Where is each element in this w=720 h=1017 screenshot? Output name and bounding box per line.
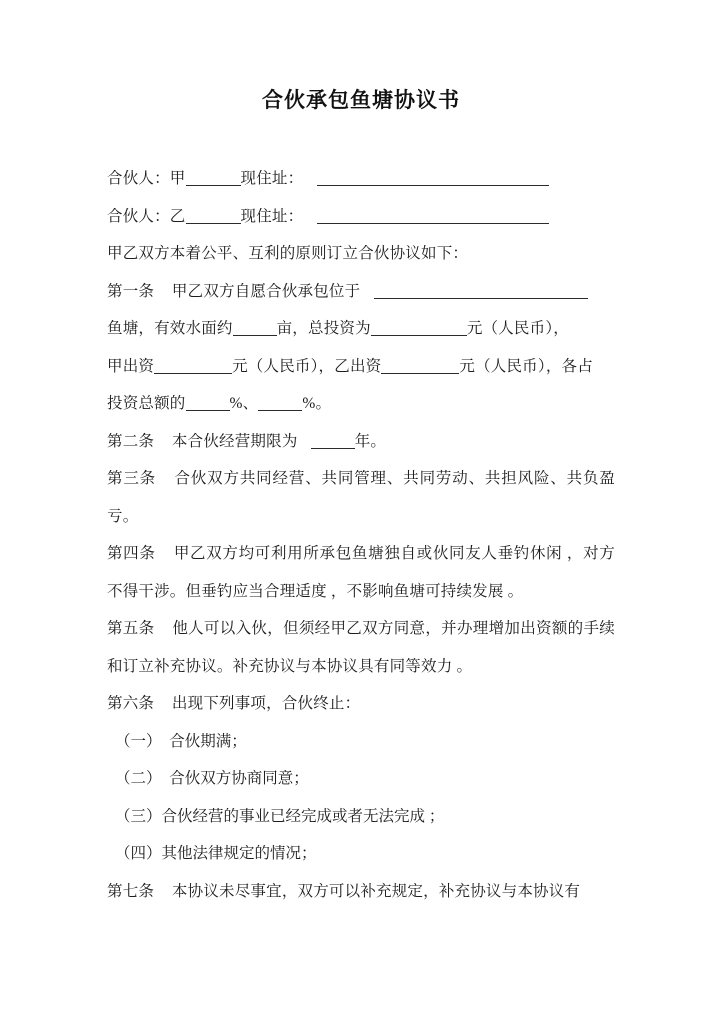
list-item: （一） 合伙期满； bbox=[115, 732, 247, 750]
article-2-text-1: 本合伙经营期限为 bbox=[171, 432, 298, 450]
article-1-line-1 bbox=[107, 273, 615, 311]
page-title: 合伙承包鱼塘协议书 bbox=[262, 88, 460, 112]
list-item: （四）其他法律规定的情况； bbox=[115, 845, 317, 863]
yi-share-percent-blank[interactable] bbox=[258, 395, 302, 411]
jia-contribution-blank[interactable] bbox=[154, 358, 232, 374]
article-7-number: 第七条 bbox=[107, 882, 155, 900]
party-line-jia bbox=[107, 160, 615, 198]
article-1-line-2 bbox=[107, 310, 615, 348]
article-7-text: 本协议未尽事宜，双方可以补充规定，补充协议与本协议有 bbox=[171, 882, 581, 900]
article-3-text: 合伙双方共同经营、共同管理、共同劳动、共担风险、共负盈亏。 bbox=[107, 470, 616, 525]
party-yi-name-blank[interactable] bbox=[186, 208, 241, 224]
party-yi-address-label: 现住址： bbox=[240, 207, 304, 225]
article-2 bbox=[107, 423, 615, 461]
article-1-text-2: 鱼塘，有效水面约 bbox=[107, 320, 233, 338]
article-1-line-4 bbox=[107, 385, 615, 423]
article-6 bbox=[107, 685, 615, 723]
article-1-text-7: 元（人民币），各占 bbox=[459, 357, 593, 375]
article-4 bbox=[107, 535, 615, 610]
article-1-text-5: 甲出资 bbox=[107, 357, 155, 375]
pond-location-blank[interactable] bbox=[374, 283, 588, 299]
preamble: 甲乙双方本着公平、互利的原则订立合伙协议如下： bbox=[107, 245, 469, 263]
article-4-number: 第四条 bbox=[107, 545, 156, 563]
title-spacer bbox=[107, 112, 615, 160]
total-investment-blank[interactable] bbox=[371, 320, 467, 336]
article-3 bbox=[107, 460, 615, 535]
article-1-text-1: 甲乙双方自愿合伙承包位于 bbox=[171, 282, 361, 300]
article-3-number: 第三条 bbox=[107, 470, 157, 488]
party-jia-name-blank[interactable] bbox=[186, 170, 241, 186]
party-line-yi bbox=[107, 198, 615, 236]
article-1-text-4: 元（人民币）， bbox=[466, 320, 569, 338]
article-2-number: 第二条 bbox=[107, 432, 155, 450]
article-1-line-3 bbox=[107, 348, 615, 386]
party-jia-address-blank[interactable] bbox=[317, 170, 549, 186]
article-1-text-8: 投资总额的 bbox=[107, 395, 186, 413]
article-5 bbox=[107, 610, 615, 685]
article-4-text: 甲乙双方均可利用所承包鱼塘独自或伙同友人垂钓休闲 ，对方不得干涉。但垂钓应当合理适度 ，不影响鱼塘可持续发展 。 bbox=[107, 545, 615, 600]
article-1-text-9: %、 bbox=[229, 395, 259, 413]
water-area-blank[interactable] bbox=[233, 320, 277, 336]
article-1-number: 第一条 bbox=[107, 282, 155, 300]
article-6-text: 出现下列事项，合伙终止： bbox=[171, 695, 361, 713]
article-7 bbox=[107, 873, 615, 911]
article-1-text-6: 元（人民币），乙出资 bbox=[232, 357, 382, 375]
party-yi-address-blank[interactable] bbox=[317, 208, 549, 224]
party-jia-label: 合伙人：甲 bbox=[107, 170, 186, 188]
party-yi-label: 合伙人：乙 bbox=[107, 207, 186, 225]
term-years-blank[interactable] bbox=[311, 433, 355, 449]
article-5-text: 他人可以入伙，但须经甲乙双方同意，并办理增加出资额的手续和订立补充协议。补充协议与本协议具有同等效力 。 bbox=[107, 620, 615, 675]
list-item: （三）合伙经营的事业已经完成或者无法完成 ； bbox=[115, 807, 445, 825]
list-item: （二） 合伙双方协商同意； bbox=[115, 770, 309, 788]
article-1-text-10: %。 bbox=[302, 395, 332, 413]
article-2-text-2: 年。 bbox=[354, 432, 387, 450]
jia-share-percent-blank[interactable] bbox=[186, 395, 230, 411]
yi-contribution-blank[interactable] bbox=[381, 358, 459, 374]
article-6-number: 第六条 bbox=[107, 695, 155, 713]
party-jia-address-label: 现住址： bbox=[240, 170, 304, 188]
article-1-text-3: 亩，总投资为 bbox=[276, 320, 371, 338]
article-5-number: 第五条 bbox=[107, 620, 155, 638]
document-body bbox=[107, 0, 615, 910]
